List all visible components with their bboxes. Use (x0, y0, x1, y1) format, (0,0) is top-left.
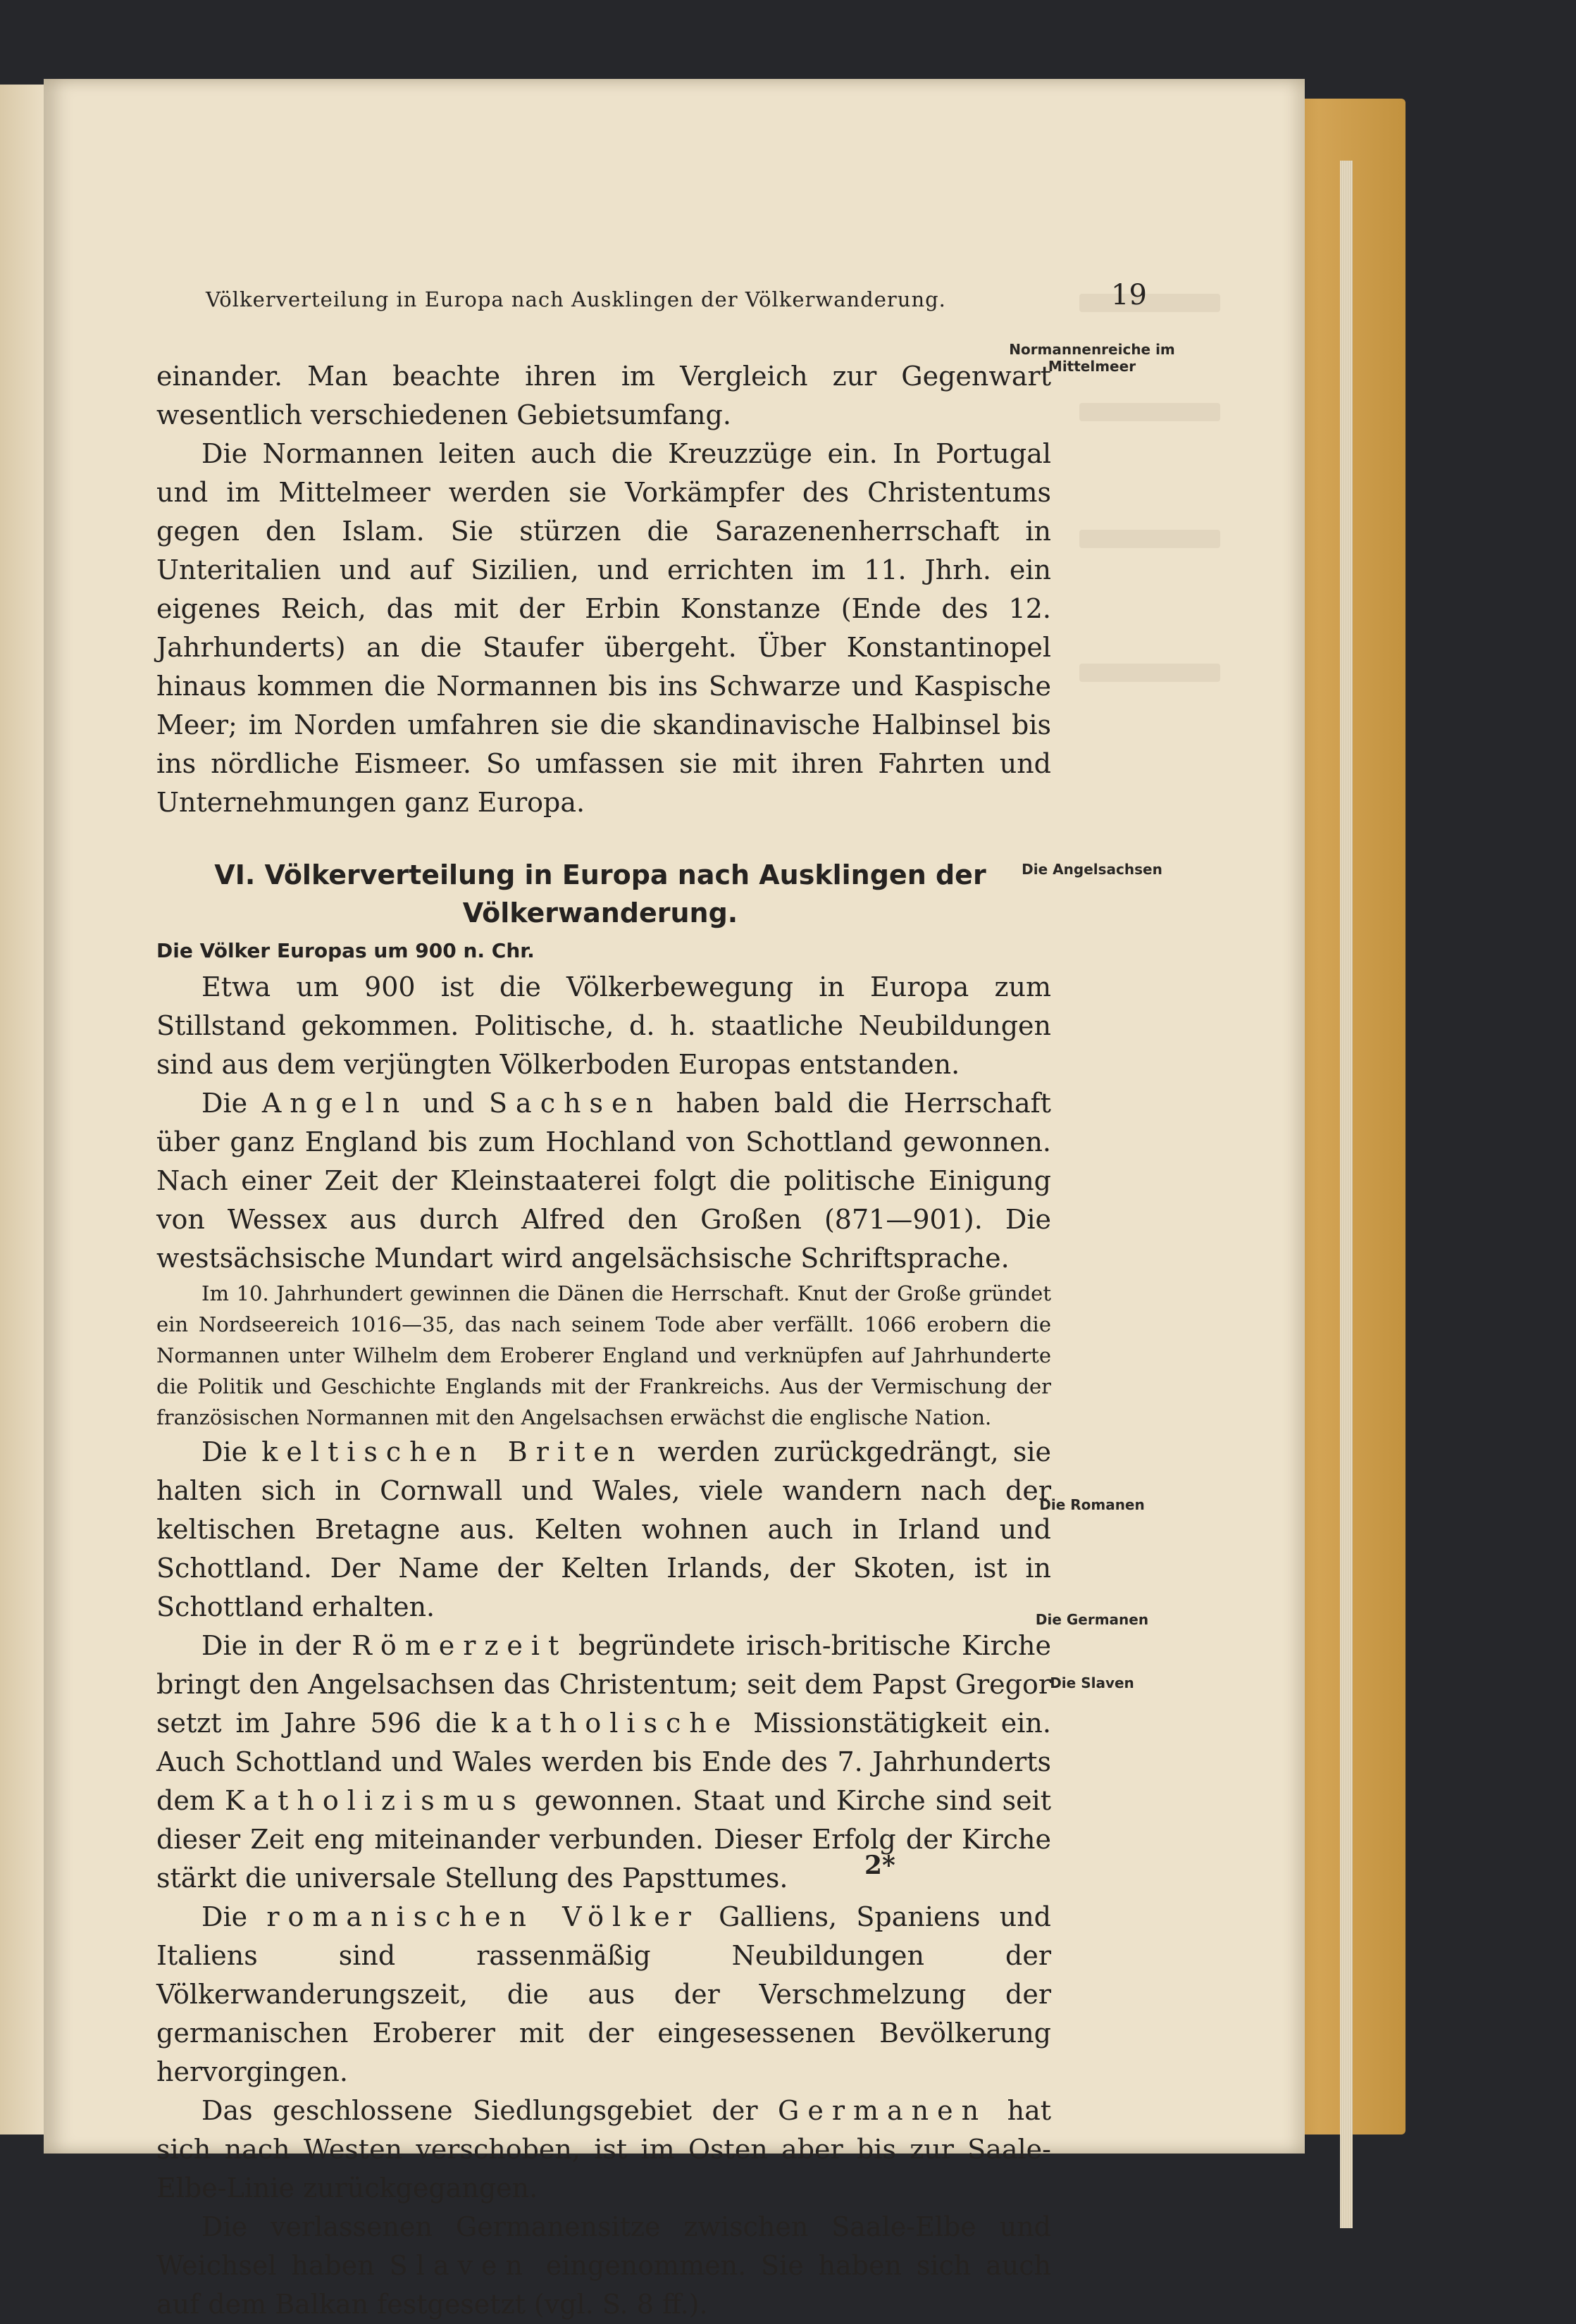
text: haben bald die Herrschaft über ganz England bis zum Hochland von Schottland gewonnen. Nach einer Zeit der Kleinstaaterei folgt die politische Einigung von Wessex aus durch Alfred den Großen (871—901). Die westsächsische Mundart wird angelsächsische Schriftsprache. (156, 1088, 1051, 1274)
text: Die (201, 1901, 248, 1932)
paragraph-briten (156, 1433, 1051, 1627)
show-through-mark (1079, 294, 1220, 312)
margin-note-germanen: Die Germanen (1035, 1611, 1149, 1628)
text: Missionstätigkeit ein. Auch Schottland und Wales werden bis Ende des 7. Jahrhunderts dem (156, 1708, 1051, 1816)
section-title: VI. Völkerverteilung in Europa nach Ausklingen der Völkerwanderung. (214, 859, 986, 928)
text: eingenommen. Sie haben sich auch auf dem Balkan festgesetzt (vgl. S. 8 ff.). (156, 2250, 1051, 2320)
text: Die verlassenen Germanensitze zwischen Saale-Elbe und Weichsel haben (156, 2211, 1051, 2281)
margin-note-angelsachsen: Die Angelsachsen (1022, 861, 1162, 878)
paragraph: Etwa um 900 ist die Völkerbewegung in Europa zum Stillstand gekommen. Politische, d. h. staatliche Neubildungen sind aus dem verjüngten Völkerboden Europas entstanden. (156, 971, 1051, 1080)
text: hat sich nach Westen verschoben, ist im Osten aber bis zur Saale-Elbe-Linie zurückgegangen. (156, 2095, 1051, 2204)
paragraph: einander. Man beachte ihren im Vergleich zur Gegenwart wesentlich verschiedenen Gebietsumfang. (156, 361, 1051, 430)
text: Die (201, 1088, 248, 1119)
paragraph-normannen: Die Normannen leiten auch die Kreuzzüge ein. In Portugal und im Mittelmeer werden sie Vorkämpfer des Christentums gegen den Islam. Sie stürzen die Sarazenenherrschaft in Unteritalien und auf Sizilien, und errichten im 11. Jhrh. ein eigenes Reich, das mit der Erbin Konstanze (Ende des 12. Jahrhunderts) an die Staufer übergeht. Über Konstantinopel hinaus kommen die Normannen bis ins Schwarze und Kaspische Meer; im Norden umfahren sie die skandinavische Halbinsel bis ins nördliche Eismeer. So umfassen sie mit ihren Fahrten und Unternehmungen ganz Europa. (156, 438, 1051, 818)
spaced-term: Sachsen (489, 1088, 662, 1119)
paragraph-angelsachsen (156, 1084, 1051, 1278)
text: und (422, 1088, 475, 1119)
show-through-mark (1079, 403, 1220, 421)
show-through-mark (1079, 664, 1220, 682)
margin-note-slaven: Die Slaven (1050, 1674, 1134, 1691)
spaced-term: Angeln (261, 1088, 409, 1119)
spaced-term: keltischen Briten (261, 1436, 644, 1467)
text: Das geschlossene Siedlungsgebiet der (201, 2095, 758, 2126)
paragraph-slaven (156, 2208, 1051, 2324)
page-stack-edge (1340, 161, 1353, 2228)
text: gewonnen. Staat und Kirche sind seit dieser Zeit eng miteinander verbunden. Dieser Erfolg der Kirche stärkt die universale Stellung des Papsttumes. (156, 1785, 1051, 1894)
spaced-term: Katholizismus (225, 1785, 525, 1816)
text: Galliens, Spaniens und Italiens sind rassenmäßig Neubildungen der Völkerwanderungszeit, die aus der Verschmelzung der germanischen Eroberer mit der eingesessenen Bevölkerung hervorgingen. (156, 1901, 1051, 2087)
spaced-term: Slaven (389, 2250, 531, 2281)
text: begründete irisch-britische Kirche bringt den Angelsachsen das Christentum; seit dem Papst Gregor setzt im Jahre 596 die (156, 1630, 1051, 1739)
paragraph-germanen (156, 2092, 1051, 2208)
paragraph-kirche (156, 1627, 1051, 1898)
spaced-term: Germanen (777, 2095, 988, 2126)
book-page (44, 79, 1305, 2320)
spaced-term: Römerzeit (352, 1630, 568, 1661)
subsection-heading: Die Völker Europas um 900 n. Chr. (156, 939, 535, 962)
margin-note-normannenreiche: Normannenreiche im Mittelmeer (1009, 341, 1175, 375)
margin-note-romanen: Die Romanen (1039, 1496, 1145, 1513)
text: Die (201, 1436, 248, 1467)
spaced-term: romanischen Völker (266, 1901, 700, 1932)
text: Die in der (201, 1630, 341, 1661)
paragraph-romanen (156, 1898, 1051, 2092)
small-print-paragraph: Im 10. Jahrhundert gewinnen die Dänen die Herrschaft. Knut der Große gründet ein Nordseereich 1016—35, das nach seinem Tode aber verfällt. 1066 erobern die Normannen unter Wilhelm dem Eroberer England und verknüpfen auf Jahrhunderte die Politik und Geschichte Englands mit der Frankreichs. Aus der Vermischung der französischen Normannen mit den Angelsachsen erwächst die englische Nation. (156, 1281, 1051, 1429)
text: werden zurückgedrängt, sie halten sich in Cornwall und Wales, viele wandern nach der keltischen Bretagne aus. Kelten wohnen auch in Irland und Schottland. Der Name der Kelten Irlands, der Skoten, ist in Schottland erhalten. (156, 1436, 1051, 1622)
show-through-mark (1079, 530, 1220, 548)
spaced-term: katholische (490, 1708, 740, 1739)
page-number: 19 (1111, 279, 1147, 311)
running-head: Völkerverteilung in Europa nach Ausklingen der Völkerwanderung. (206, 287, 946, 311)
signature-mark: 2* (864, 1851, 895, 1880)
